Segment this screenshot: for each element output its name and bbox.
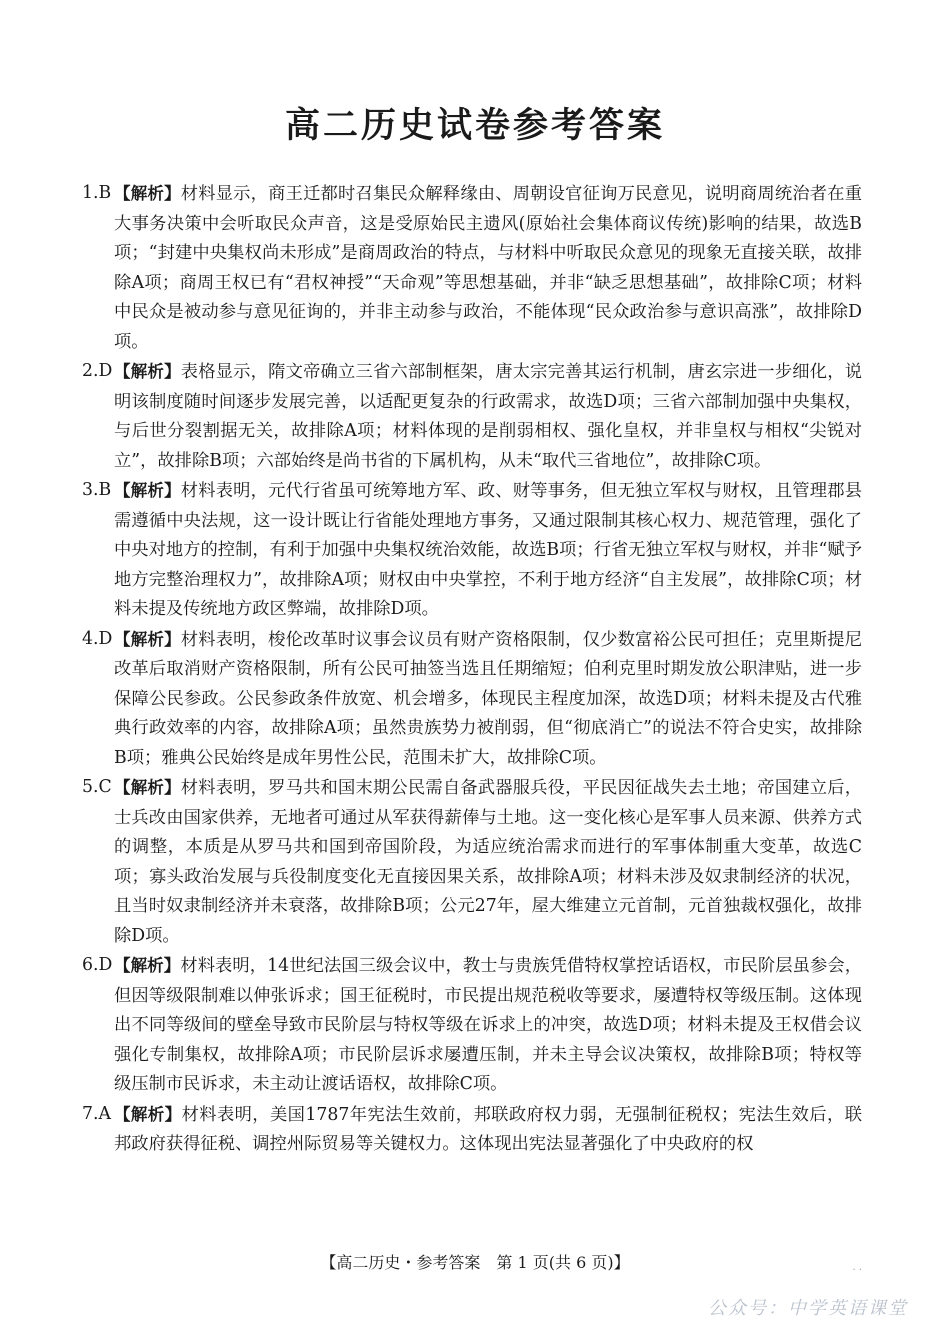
item-number-part: C <box>98 777 112 797</box>
answer-list <box>82 179 862 1160</box>
analysis-tag: 【解析】 <box>114 362 181 381</box>
answer-item <box>82 179 862 357</box>
page-footer: 【高二历史・参考答案 第 1 页(共 6 页)】 <box>320 1253 630 1272</box>
item-number-part: A <box>98 1103 111 1124</box>
item-number-part: 6. <box>82 955 99 975</box>
item-number-part: D <box>98 361 113 381</box>
item-number-part: B <box>98 480 112 500</box>
analysis-tag: 【解析】 <box>114 481 181 500</box>
analysis-tag: 【解析】 <box>114 184 181 203</box>
item-number <box>82 179 111 209</box>
item-number-part: 3. <box>82 480 99 500</box>
analysis-text: 材料表明，14世纪法国三级会议中，教士与贵族凭借特权掌控话语权，市民阶层虽参会，但因等级限制难以伸张诉求；国王征税时，市民提出规范税收等要求，屡遭特权等级压制。这体现出不同等级间的壁垒导致市民阶层与特权等级在诉求上的冲突，故选D项；材料未提及王权借会议强化专制集权，故排除A项；市民阶层诉求屡遭压制，并未主导会议决策权，故排除B项；特权等级压制市民诉求，未主动让渡话语权，故排除C项。 <box>114 956 863 1094</box>
item-number <box>82 476 111 506</box>
analysis-tag: 【解析】 <box>114 956 181 975</box>
item-number <box>82 773 112 803</box>
footer-marks: . . <box>852 1262 862 1273</box>
item-number-part: 5. <box>82 777 99 797</box>
item-number <box>82 951 112 981</box>
analysis-text: 材料表明，罗马共和国末期公民需自备武器服兵役，平民因征战失去土地；帝国建立后，士兵改由国家供养，无地者可通过从军获得薪俸与土地。这一变化核心是军事人员来源、供养方式的调整，本质是从罗马共和国到帝国阶段，为适应统治需求而进行的军事体制重大变革，故选C项；寡头政治发展与兵役制度变化无直接因果关系，故排除A项；材料未涉及奴隶制经济的状况，且当时奴隶制经济并未衰落，故排除B项；公元27年，屋大维建立元首制，元首独裁权强化，故排除D项。 <box>114 778 862 946</box>
item-number-part: 1. <box>82 183 99 203</box>
analysis-tag: 【解析】 <box>114 778 181 797</box>
page-title: 高二历史试卷参考答案 <box>284 106 665 146</box>
analysis-tag: 【解析】 <box>114 1104 182 1124</box>
item-number <box>82 625 112 655</box>
answer-item <box>82 357 862 476</box>
item-number <box>82 357 112 387</box>
item-number-part: B <box>98 183 112 203</box>
answer-item <box>82 951 862 1100</box>
answer-item <box>82 773 862 951</box>
watermark: 公众号：中学英语课堂 <box>708 1298 908 1319</box>
analysis-text: 表格显示，隋文帝确立三省六部制框架，唐太宗完善其运行机制，唐玄宗进一步细化，说明该制度随时间逐步发展完善，以适配更复杂的行政需求，故选D项；三省六部制加强中央集权，与后世分裂割据无关，故排除A项；材料体现的是削弱相权、强化皇权，并非皇权与相权“尖锐对立”，故排除B项；六部始终是尚书省的下属机构，从未“取代三省地位”，故排除C项。 <box>114 362 862 471</box>
item-number <box>82 1100 111 1130</box>
item-number-part: 2. <box>82 361 99 381</box>
analysis-tag: 【解析】 <box>114 629 181 649</box>
answer-item <box>82 625 862 774</box>
answer-item <box>82 476 862 625</box>
analysis-text: 材料表明，美国1787年宪法生效前，邦联政府权力弱，无强制征税权；宪法生效后，联邦政府获得征税、调控州际贸易等关键权力。这体现出宪法显著强化了中央政府的权 <box>114 1104 863 1154</box>
item-number-part: D <box>98 628 113 649</box>
analysis-text: 材料显示，商王迁都时召集民众解释缘由、周朝设官征询万民意见，说明商周统治者在重大事务决策中会听取民众声音，这是受原始民主遗风(原始社会集体商议传统)影响的结果，故选B项；“封建中央集权尚未形成”是商周政治的特点，与材料中听取民众意见的现象无直接关联，故排除A项；商周王权已有“君权神授”“天命观”等思想基础，并非“缺乏思想基础”，故排除C项；材料中民众是被动参与意见征询的，并非主动参与政治，不能体现“民众政治参与意识高涨”，故排除D项。 <box>114 184 862 352</box>
item-number-part: 7. <box>82 1103 99 1124</box>
item-number-part: D <box>98 955 113 975</box>
analysis-text: 材料表明，元代行省虽可统筹地方军、政、财等事务，但无独立军权与财权，且管理郡县需遵循中央法规，这一设计既让行省能处理地方事务，又通过限制其核心权力、规范管理，强化了中央对地方的控制，有利于加强中央集权统治效能，故选B项；行省无独立军权与财权，并非“赋予地方完整治理权力”，故排除A项；财权由中央掌控，不利于地方经济“自主发展”，故排除C项；材料未提及传统地方政区弊端，故排除D项。 <box>114 481 862 619</box>
item-number-part: 4. <box>82 628 99 649</box>
answer-item <box>82 1100 862 1160</box>
analysis-text: 材料表明，梭伦改革时议事会议员有财产资格限制，仅少数富裕公民可担任；克里斯提尼改革后取消财产资格限制，所有公民可抽签当选且任期缩短；伯利克里时期发放公职津贴，进一步保障公民参政。公民参政条件放宽、机会增多，体现民主程度加深，故选D项；材料未提及古代雅典行政效率的内容，故排除A项；虽然贵族势力被削弱，但“彻底消亡”的说法不符合史实，故排除B项；雅典公民始终是成年男性公民，范围未扩大，故排除C项。 <box>114 629 862 768</box>
